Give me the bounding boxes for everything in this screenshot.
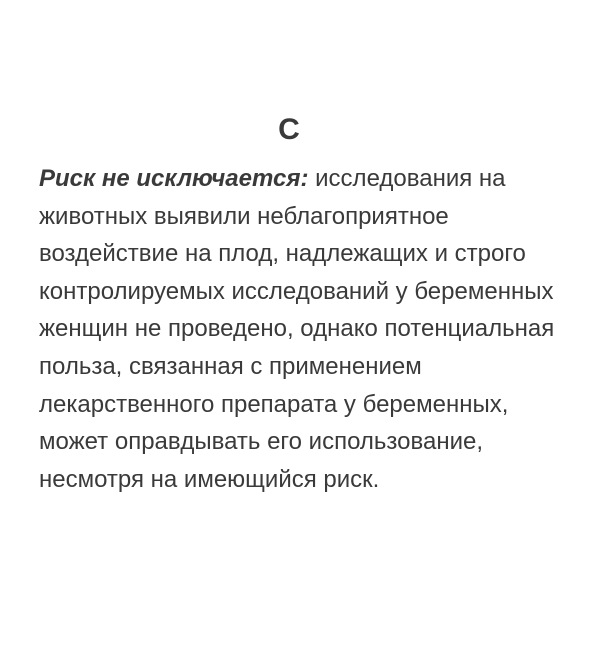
risk-explanation: исследования на животных выявили неблагоприятное воздействие на плод, надлежащих и строго контролируемых исследований у беременных женщин не проведено, однако потенциальная польза, связанная с применением лекарственного препарата у беременных, может оправдывать его использование, несмотря на имеющийся риск. <box>39 165 555 493</box>
category-description <box>39 160 569 498</box>
risk-heading: Риск не исключается: <box>39 165 309 192</box>
category-letter: C <box>278 113 300 146</box>
